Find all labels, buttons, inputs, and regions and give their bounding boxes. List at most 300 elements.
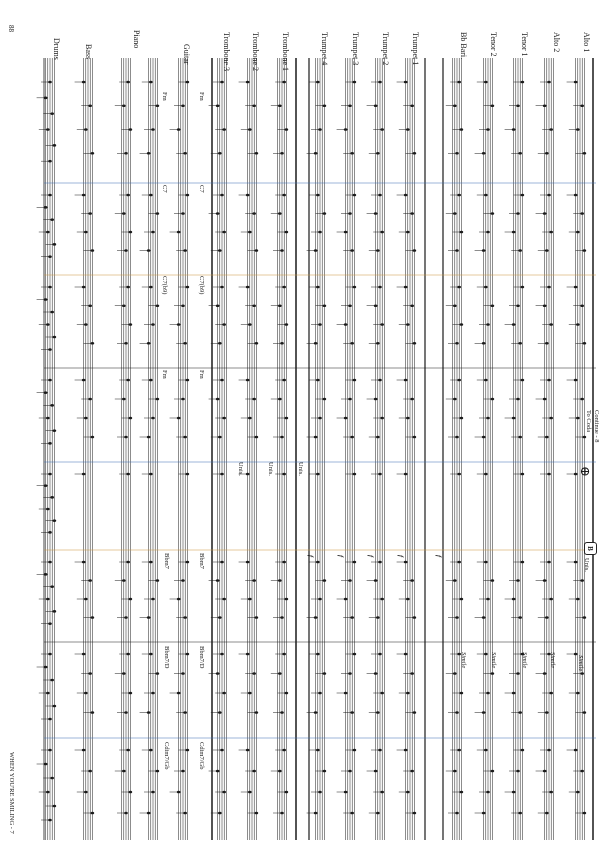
notehead bbox=[129, 323, 133, 326]
notehead bbox=[460, 128, 464, 131]
notehead bbox=[378, 749, 382, 752]
label-trumpet-2: Trumpet 2 bbox=[381, 32, 390, 66]
notehead bbox=[344, 231, 348, 234]
dynamic-f-trumpet-1: f bbox=[397, 555, 404, 558]
notehead bbox=[518, 812, 522, 815]
notehead bbox=[282, 561, 286, 564]
notehead bbox=[491, 304, 495, 307]
notehead bbox=[457, 379, 461, 382]
notehead bbox=[318, 791, 322, 794]
dynamic-f-trumpet-3: f bbox=[337, 555, 344, 558]
notehead bbox=[457, 81, 461, 84]
notehead bbox=[576, 692, 580, 695]
notehead bbox=[177, 791, 181, 794]
notehead bbox=[147, 812, 151, 815]
notehead bbox=[255, 249, 259, 252]
notehead bbox=[255, 436, 259, 439]
notehead bbox=[282, 194, 286, 197]
chord-fm: Fm bbox=[198, 92, 205, 101]
notehead bbox=[549, 791, 553, 794]
notehead bbox=[580, 398, 584, 401]
notehead bbox=[129, 598, 133, 601]
notehead bbox=[482, 812, 486, 815]
notehead bbox=[574, 473, 578, 476]
notehead bbox=[378, 286, 382, 289]
notehead bbox=[48, 653, 52, 656]
label-tenor-2: Tenor 2 bbox=[489, 32, 498, 57]
notehead bbox=[576, 791, 580, 794]
notehead bbox=[350, 342, 354, 345]
notehead bbox=[218, 616, 222, 619]
notehead bbox=[460, 323, 464, 326]
notehead bbox=[177, 128, 181, 131]
notehead bbox=[129, 417, 133, 420]
notehead bbox=[460, 231, 464, 234]
notehead bbox=[374, 104, 378, 107]
notehead bbox=[580, 212, 584, 215]
notehead bbox=[482, 436, 486, 439]
notehead bbox=[580, 579, 584, 582]
notehead bbox=[404, 286, 408, 289]
notehead bbox=[246, 379, 250, 382]
notehead bbox=[318, 692, 322, 695]
label-tenor-1: Tenor 1 bbox=[520, 32, 529, 57]
notehead bbox=[126, 379, 130, 382]
notehead bbox=[285, 323, 289, 326]
notehead bbox=[149, 286, 153, 289]
notehead bbox=[156, 579, 160, 582]
notehead bbox=[82, 194, 86, 197]
notehead bbox=[482, 152, 486, 155]
label-trumpet-1: Trumpet 1 bbox=[411, 32, 420, 66]
notehead bbox=[124, 616, 128, 619]
notehead bbox=[53, 144, 57, 147]
notehead bbox=[457, 194, 461, 197]
notehead bbox=[374, 579, 378, 582]
notehead bbox=[282, 749, 286, 752]
notehead bbox=[521, 379, 525, 382]
notehead bbox=[44, 97, 48, 100]
unis-marking-trombone-2: Unis. bbox=[267, 462, 274, 476]
notehead bbox=[285, 791, 289, 794]
notehead bbox=[455, 436, 459, 439]
notehead bbox=[316, 81, 320, 84]
notehead bbox=[353, 653, 357, 656]
notehead bbox=[484, 286, 488, 289]
staff-trombone-3 bbox=[218, 58, 227, 840]
notehead bbox=[44, 484, 48, 487]
notehead bbox=[186, 749, 190, 752]
notehead bbox=[350, 812, 354, 815]
notehead bbox=[53, 519, 57, 522]
notehead bbox=[216, 579, 220, 582]
notehead bbox=[376, 152, 380, 155]
label-alto-2: Alto 2 bbox=[552, 32, 561, 53]
notehead bbox=[186, 473, 190, 476]
notehead bbox=[222, 128, 226, 131]
notehead bbox=[91, 616, 95, 619]
notehead bbox=[50, 404, 54, 407]
notehead bbox=[380, 323, 384, 326]
notehead bbox=[486, 692, 490, 695]
notehead bbox=[583, 342, 587, 345]
notehead bbox=[82, 749, 86, 752]
notehead bbox=[216, 672, 220, 675]
staff-bari bbox=[453, 58, 462, 840]
notehead bbox=[318, 128, 322, 131]
notehead bbox=[220, 81, 224, 84]
notehead bbox=[151, 791, 155, 794]
notehead bbox=[512, 323, 516, 326]
notehead bbox=[48, 718, 52, 721]
notehead bbox=[218, 152, 222, 155]
notehead bbox=[344, 323, 348, 326]
notehead bbox=[491, 104, 495, 107]
notehead bbox=[220, 653, 224, 656]
notehead bbox=[378, 379, 382, 382]
notehead bbox=[318, 231, 322, 234]
notehead bbox=[314, 436, 318, 439]
notehead bbox=[543, 104, 547, 107]
notehead bbox=[278, 398, 282, 401]
notehead bbox=[518, 616, 522, 619]
staff-trumpet-2 bbox=[376, 58, 385, 840]
notehead bbox=[516, 398, 520, 401]
staff-drums bbox=[46, 58, 55, 840]
notehead bbox=[323, 104, 327, 107]
piano-chord-c7: C7 bbox=[161, 185, 168, 193]
notehead bbox=[246, 81, 250, 84]
simile-alto-2: Simile bbox=[549, 652, 556, 669]
piano-chord-cdim7: Cdim7/Gb bbox=[163, 742, 170, 770]
notehead bbox=[410, 398, 414, 401]
notehead bbox=[156, 672, 160, 675]
staff-piano-rh bbox=[149, 58, 158, 840]
notehead bbox=[576, 128, 580, 131]
notehead bbox=[484, 81, 488, 84]
notehead bbox=[183, 711, 187, 714]
notehead bbox=[44, 573, 48, 576]
chord-cdim7: Cdim7/Gb bbox=[198, 742, 205, 770]
simile-bari: Simile bbox=[460, 652, 467, 669]
notehead bbox=[486, 128, 490, 131]
notehead bbox=[220, 194, 224, 197]
notehead bbox=[124, 436, 128, 439]
notehead bbox=[460, 791, 464, 794]
notehead bbox=[282, 379, 286, 382]
notehead bbox=[348, 104, 352, 107]
notehead bbox=[486, 323, 490, 326]
notehead bbox=[376, 711, 380, 714]
notehead bbox=[82, 379, 86, 382]
notehead bbox=[156, 398, 160, 401]
notehead bbox=[255, 616, 259, 619]
notehead bbox=[353, 379, 357, 382]
notehead bbox=[46, 508, 50, 511]
notehead bbox=[453, 770, 457, 773]
notehead bbox=[518, 249, 522, 252]
notehead bbox=[126, 653, 130, 656]
chord-c7b9: C7(b9) bbox=[198, 276, 205, 295]
notehead bbox=[521, 81, 525, 84]
notehead bbox=[48, 379, 52, 382]
notehead bbox=[181, 304, 185, 307]
label-drums: Drums bbox=[52, 38, 61, 60]
notehead bbox=[183, 812, 187, 815]
notehead bbox=[91, 152, 95, 155]
notehead bbox=[280, 249, 284, 252]
notehead bbox=[491, 398, 495, 401]
notehead bbox=[252, 770, 256, 773]
notehead bbox=[278, 770, 282, 773]
notehead bbox=[314, 342, 318, 345]
notehead bbox=[82, 473, 86, 476]
notehead bbox=[126, 81, 130, 84]
notehead bbox=[82, 653, 86, 656]
staff-piano-lh bbox=[122, 58, 131, 840]
notehead bbox=[124, 152, 128, 155]
piano-chord-bbm7: Bbm7 bbox=[163, 553, 170, 569]
notehead bbox=[181, 104, 185, 107]
notehead bbox=[376, 342, 380, 345]
notehead bbox=[457, 749, 461, 752]
notehead bbox=[583, 152, 587, 155]
notehead bbox=[149, 749, 153, 752]
notehead bbox=[350, 616, 354, 619]
notehead bbox=[406, 417, 410, 420]
notehead bbox=[380, 417, 384, 420]
notehead bbox=[248, 323, 252, 326]
notehead bbox=[280, 436, 284, 439]
notehead bbox=[314, 812, 318, 815]
notehead bbox=[348, 579, 352, 582]
notehead bbox=[218, 342, 222, 345]
notehead bbox=[413, 812, 417, 815]
notehead bbox=[186, 561, 190, 564]
notehead bbox=[380, 791, 384, 794]
notehead bbox=[255, 711, 259, 714]
notehead bbox=[248, 692, 252, 695]
notehead bbox=[453, 304, 457, 307]
notehead bbox=[252, 212, 256, 215]
notehead bbox=[46, 128, 50, 131]
notehead bbox=[181, 672, 185, 675]
notehead bbox=[183, 436, 187, 439]
notehead bbox=[149, 473, 153, 476]
notehead bbox=[181, 770, 185, 773]
notehead bbox=[323, 304, 327, 307]
notehead bbox=[484, 473, 488, 476]
notehead bbox=[280, 616, 284, 619]
notehead bbox=[323, 579, 327, 582]
notehead bbox=[543, 672, 547, 675]
notehead bbox=[580, 304, 584, 307]
notehead bbox=[460, 417, 464, 420]
simile-tenor-1: Simile bbox=[521, 652, 528, 669]
label-piano: Piano bbox=[132, 30, 141, 49]
notehead bbox=[374, 398, 378, 401]
notehead bbox=[512, 791, 516, 794]
unis-marking-saxes: Unis. bbox=[583, 558, 590, 572]
notehead bbox=[543, 304, 547, 307]
notehead bbox=[216, 104, 220, 107]
notehead bbox=[518, 342, 522, 345]
notehead bbox=[350, 249, 354, 252]
notehead bbox=[88, 579, 92, 582]
notehead bbox=[455, 342, 459, 345]
notehead bbox=[50, 679, 54, 682]
notehead bbox=[406, 791, 410, 794]
notehead bbox=[521, 286, 525, 289]
notehead bbox=[84, 692, 88, 695]
piano-chord-fm-2: Fm bbox=[161, 370, 168, 379]
notehead bbox=[547, 81, 551, 84]
notehead bbox=[48, 442, 52, 445]
notehead bbox=[177, 231, 181, 234]
notehead bbox=[574, 749, 578, 752]
notehead bbox=[482, 342, 486, 345]
unis-marking-trombone-1: Unis. bbox=[297, 462, 304, 476]
notehead bbox=[220, 379, 224, 382]
notehead bbox=[186, 379, 190, 382]
notehead bbox=[248, 231, 252, 234]
notehead bbox=[151, 417, 155, 420]
notehead bbox=[246, 749, 250, 752]
notehead bbox=[248, 598, 252, 601]
notehead bbox=[378, 561, 382, 564]
dynamic-f-trumpet-4: f bbox=[307, 555, 314, 558]
notehead bbox=[518, 711, 522, 714]
notehead bbox=[181, 579, 185, 582]
notehead bbox=[122, 672, 126, 675]
notehead bbox=[183, 152, 187, 155]
notehead bbox=[512, 231, 516, 234]
notehead bbox=[482, 249, 486, 252]
notehead bbox=[486, 417, 490, 420]
notehead bbox=[50, 112, 54, 115]
page-footer: WHEN YOU'RE SMILING - 7 bbox=[8, 752, 15, 834]
notehead bbox=[183, 342, 187, 345]
notehead bbox=[88, 104, 92, 107]
chord-fm-2: Fm bbox=[198, 370, 205, 379]
notehead bbox=[376, 436, 380, 439]
notehead bbox=[88, 672, 92, 675]
notehead bbox=[50, 777, 54, 780]
notehead bbox=[314, 616, 318, 619]
notehead bbox=[53, 805, 57, 808]
notehead bbox=[126, 194, 130, 197]
unis-marking-trombone-3: Unis. bbox=[237, 462, 244, 476]
notehead bbox=[576, 231, 580, 234]
notehead bbox=[218, 436, 222, 439]
notehead bbox=[455, 152, 459, 155]
notehead bbox=[521, 749, 525, 752]
notehead bbox=[124, 249, 128, 252]
notehead bbox=[91, 711, 95, 714]
label-bari: Bb Bari. bbox=[459, 32, 468, 60]
notehead bbox=[453, 212, 457, 215]
notehead bbox=[186, 194, 190, 197]
notehead bbox=[374, 672, 378, 675]
notehead bbox=[44, 666, 48, 669]
notehead bbox=[318, 598, 322, 601]
notehead bbox=[406, 598, 410, 601]
notehead bbox=[147, 249, 151, 252]
notehead bbox=[516, 770, 520, 773]
notehead bbox=[318, 417, 322, 420]
label-bass: Bass bbox=[84, 44, 93, 60]
notehead bbox=[48, 160, 52, 163]
notehead bbox=[285, 231, 289, 234]
notehead bbox=[344, 128, 348, 131]
notehead bbox=[549, 598, 553, 601]
notehead bbox=[48, 255, 52, 258]
notehead bbox=[380, 692, 384, 695]
coda-sign-icon: ⊕ bbox=[577, 466, 593, 477]
notehead bbox=[512, 417, 516, 420]
notehead bbox=[222, 791, 226, 794]
notehead bbox=[53, 336, 57, 339]
notehead bbox=[156, 104, 160, 107]
label-trumpet-3: Trumpet 3 bbox=[351, 32, 360, 66]
notehead bbox=[516, 104, 520, 107]
notehead bbox=[48, 622, 52, 625]
notehead bbox=[574, 194, 578, 197]
notehead bbox=[151, 692, 155, 695]
notehead bbox=[353, 286, 357, 289]
notehead bbox=[44, 391, 48, 394]
notehead bbox=[583, 711, 587, 714]
notehead bbox=[122, 579, 126, 582]
staff-trumpet-1 bbox=[406, 58, 415, 840]
notehead bbox=[410, 212, 414, 215]
notehead bbox=[413, 616, 417, 619]
chord-c7: C7 bbox=[198, 185, 205, 193]
notation bbox=[37, 81, 587, 822]
notehead bbox=[574, 81, 578, 84]
notehead bbox=[151, 128, 155, 131]
notehead bbox=[491, 770, 495, 773]
notehead bbox=[518, 436, 522, 439]
notehead bbox=[53, 243, 57, 246]
notehead bbox=[183, 249, 187, 252]
notehead bbox=[455, 711, 459, 714]
notehead bbox=[376, 249, 380, 252]
notehead bbox=[50, 218, 54, 221]
notehead bbox=[248, 128, 252, 131]
notehead bbox=[252, 579, 256, 582]
notehead bbox=[580, 104, 584, 107]
notehead bbox=[149, 81, 153, 84]
notehead bbox=[543, 579, 547, 582]
notehead bbox=[316, 653, 320, 656]
notehead bbox=[84, 791, 88, 794]
piano-chord-fm: Fm bbox=[161, 92, 168, 101]
notehead bbox=[46, 231, 50, 234]
notehead bbox=[453, 579, 457, 582]
notehead bbox=[406, 128, 410, 131]
notehead bbox=[88, 212, 92, 215]
notehead bbox=[316, 561, 320, 564]
notehead bbox=[376, 812, 380, 815]
piano-chord-c7b9: C7(b9) bbox=[161, 276, 168, 295]
notehead bbox=[512, 128, 516, 131]
notehead bbox=[323, 672, 327, 675]
notehead bbox=[177, 417, 181, 420]
notehead bbox=[252, 304, 256, 307]
notehead bbox=[410, 770, 414, 773]
rehearsal-mark-b: B bbox=[584, 542, 597, 555]
